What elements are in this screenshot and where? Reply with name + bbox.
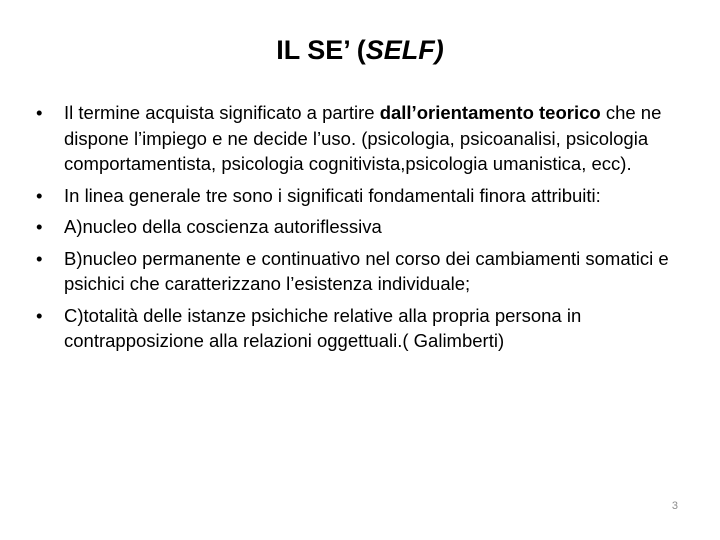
bullet-text: In linea generale tre sono i significati fondamentali finora attribuiti: bbox=[64, 184, 601, 206]
bullet-dot-icon: • bbox=[36, 247, 43, 269]
title-main: IL SE’ bbox=[276, 35, 357, 65]
bullet-text-bold: dall’orientamento teorico bbox=[379, 102, 601, 123]
bullet-item-a bbox=[36, 214, 696, 240]
bullet-text: C)totalità delle istanze psichiche relative alla propria persona in contrapposizione alla relazioni oggettuali.( Galimberti) bbox=[64, 304, 582, 351]
bullet-text-lead: Il termine acquista significato a partire bbox=[64, 102, 380, 123]
bullet-text: A)nucleo della coscienza autoriflessiva bbox=[64, 216, 382, 237]
title-italic: SELF) bbox=[365, 35, 444, 65]
bullet-item-meanings bbox=[36, 183, 696, 209]
page-number: 3 bbox=[671, 500, 678, 512]
bullet-item-theoretical-orientation bbox=[36, 100, 696, 177]
bullet-dot-icon: • bbox=[36, 216, 43, 237]
bullet-text-tail: che ne dispone l’impiego e ne decide l’uso. (psicologia, psicoanalisi, psicologia comportamentista, psicologia cognitivista,psicologia umanistica, ecc). bbox=[64, 102, 662, 174]
bullet-list bbox=[36, 100, 696, 360]
bullet-dot-icon: • bbox=[36, 102, 43, 123]
title-paren-open: ( bbox=[356, 35, 366, 65]
slide-title bbox=[0, 30, 720, 70]
bullet-item-b bbox=[36, 246, 696, 297]
bullet-dot-icon: • bbox=[36, 304, 43, 326]
bullet-text: B)nucleo permanente e continuativo nel corso dei cambiamenti somatici e psichici che caratterizzano l’esistenza individuale; bbox=[64, 247, 669, 294]
bullet-item-c bbox=[36, 303, 696, 354]
bullet-dot-icon: • bbox=[36, 184, 43, 206]
